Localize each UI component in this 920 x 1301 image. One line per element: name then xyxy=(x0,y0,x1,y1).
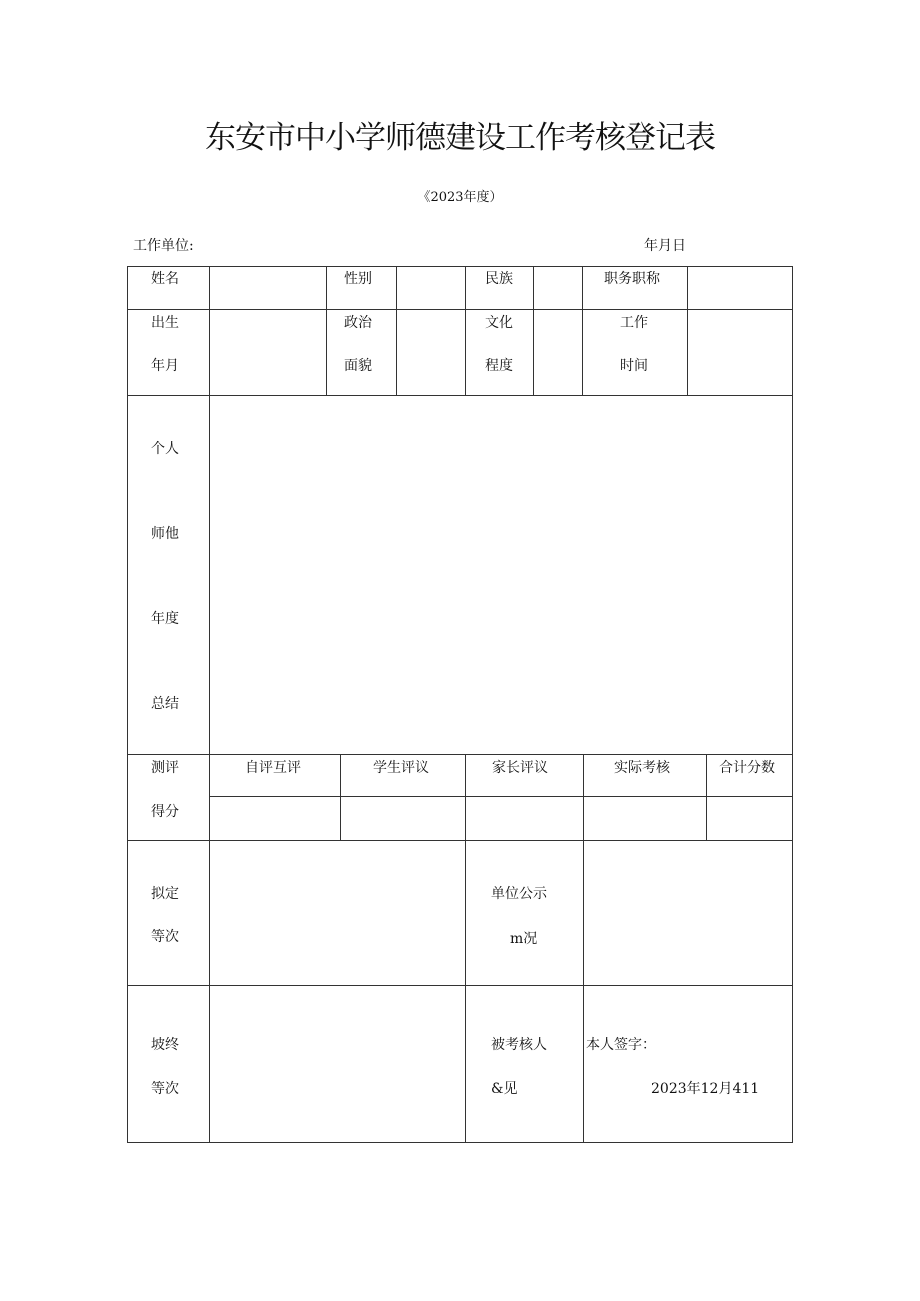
birth-label-line1: 出生 xyxy=(151,315,179,331)
assessee-opinion-label-line1: 被考核人 xyxy=(491,1037,547,1053)
grade-col-divider xyxy=(465,840,466,1142)
ethnicity-label: 民族 xyxy=(485,271,513,287)
table-border-top xyxy=(127,266,793,267)
form-year: 《2023年度） xyxy=(417,190,503,205)
table-col-divider xyxy=(326,266,327,395)
political-label-line2: 面貌 xyxy=(344,358,372,374)
table-col-divider xyxy=(687,266,688,395)
final-grade-label-line2: 等次 xyxy=(151,1081,179,1097)
score-col-divider xyxy=(340,754,341,840)
label-column-divider xyxy=(209,266,210,1143)
form-title: 东安市中小学师德建设工作考核登记表 xyxy=(205,120,715,156)
summary-label-line4: 总结 xyxy=(151,696,179,712)
self-peer-review-header: 自评互评 xyxy=(245,760,301,776)
birth-label-line2: 年月 xyxy=(151,358,179,374)
table-row-divider xyxy=(127,754,793,755)
political-label-line1: 政治 xyxy=(344,315,372,331)
signature-label: 本人签字： xyxy=(586,1037,656,1053)
student-review-header: 学生评议 xyxy=(373,760,429,776)
table-col-divider xyxy=(533,266,534,395)
table-row-divider xyxy=(127,309,793,310)
public-notice-label-line2: m况 xyxy=(510,931,538,947)
score-col-divider xyxy=(465,754,466,840)
name-label: 姓名 xyxy=(151,271,179,287)
signature-date: 2023年12月411 xyxy=(651,1081,760,1097)
score-label-line1: 测评 xyxy=(151,760,179,776)
education-label-line1: 文化 xyxy=(485,315,513,331)
score-label-line2: 得分 xyxy=(151,804,179,820)
public-notice-label-line1: 单位公示 xyxy=(491,886,547,902)
table-border-left xyxy=(127,266,128,1143)
date-label: 年月日 xyxy=(644,238,686,254)
summary-label-line1: 个人 xyxy=(151,441,179,457)
table-col-divider xyxy=(465,266,466,395)
work-time-label-line2: 时间 xyxy=(620,358,648,374)
actual-assessment-header: 实际考核 xyxy=(614,760,670,776)
score-col-divider xyxy=(583,754,584,840)
score-col-divider xyxy=(706,754,707,840)
table-row-divider xyxy=(127,985,793,986)
table-row-divider xyxy=(127,395,793,396)
table-border-bottom xyxy=(127,1142,793,1143)
work-unit-label: 工作单位: xyxy=(133,238,194,254)
position-title-label: 职务职称 xyxy=(604,271,660,287)
assessee-opinion-label-line2: &见 xyxy=(491,1081,518,1097)
total-score-header: 合计分数 xyxy=(719,760,775,776)
table-col-divider xyxy=(396,266,397,395)
proposed-grade-label-line2: 等次 xyxy=(151,929,179,945)
summary-label-line3: 年度 xyxy=(151,611,179,627)
table-col-divider xyxy=(582,266,583,395)
summary-label-line2: 师他 xyxy=(151,526,179,542)
proposed-grade-label-line1: 拟定 xyxy=(151,886,179,902)
table-row-divider xyxy=(127,840,793,841)
final-grade-label-line1: 坡终 xyxy=(151,1037,179,1053)
table-border-right xyxy=(792,266,793,1143)
parent-review-header: 家长评议 xyxy=(492,760,548,776)
education-label-line2: 程度 xyxy=(485,358,513,374)
grade-col-divider xyxy=(583,840,584,1142)
work-time-label-line1: 工作 xyxy=(620,315,648,331)
gender-label: 性别 xyxy=(344,271,372,287)
